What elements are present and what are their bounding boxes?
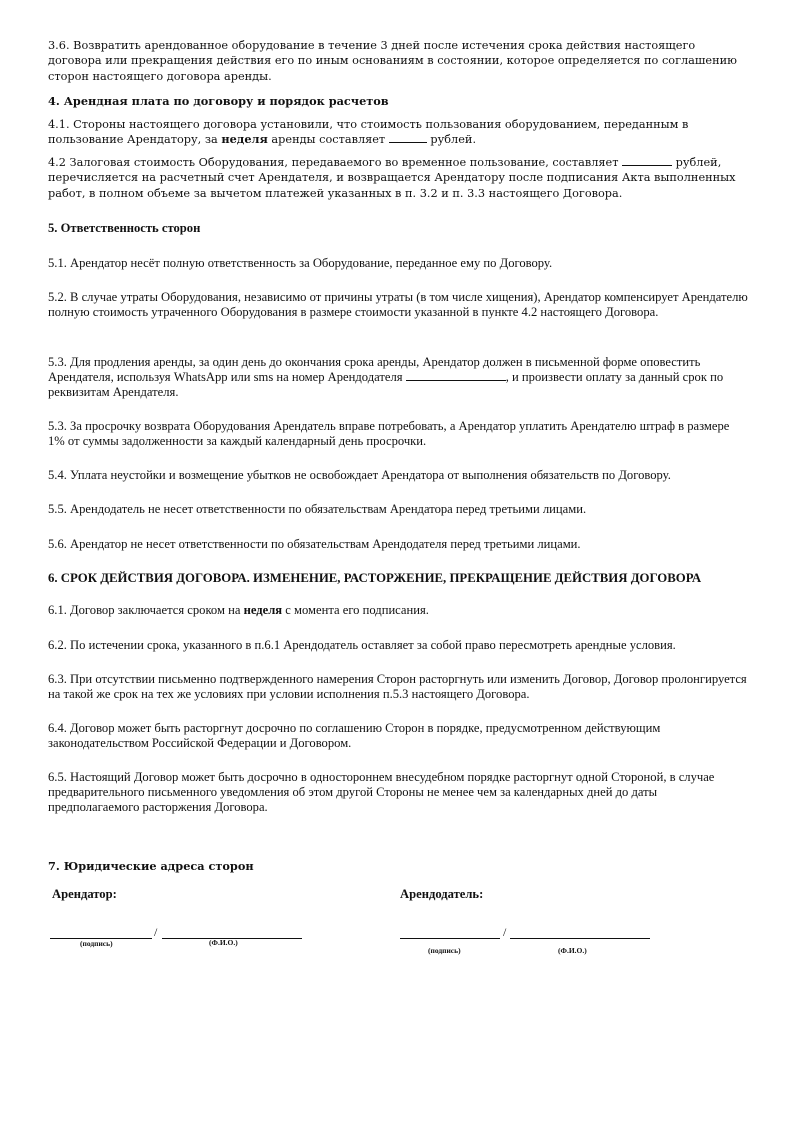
clause-4-1-period: неделя (221, 132, 268, 147)
landlord-name-caption: (Ф.И.О.) (558, 946, 587, 955)
clause-5-4: 5.4. Уплата неустойки и возмещение убытков не освобождает Арендатора от выполнения обязательств по Договору. (48, 468, 671, 482)
tenant-slash: / (154, 925, 158, 939)
clause-5-3-penalty: 5.3. За просрочку возврата Оборудования Арендатель вправе потребовать, а Арендатор уплатить Арендателю штраф в размере 1% от суммы задолженности за каждый календарный день просрочки. (48, 419, 730, 449)
deposit-amount-blank (622, 155, 672, 166)
clause-6-1-text-b: с момента его подписания. (282, 603, 429, 617)
clause-6-3: 6.3. При отсутствии письменно подтвержденного намерения Сторон расторгнуть или изменить Договор, Договор пролонгируется на такой же срок на тех же условиях при условии исполнения п.5.3 настоящего Договора. (48, 672, 747, 702)
section-4-title: 4. Арендная плата по договору и порядок расчетов (48, 94, 389, 108)
clause-5-3-text-a: 5.3. Для продления аренды, за один день до окончания срока аренды, Арендатор должен в письменной форме оповестить Арендателя, используя WhatsApp или sms на номер Арендодателя (48, 355, 701, 385)
clause-6-2: 6.2. По истечении срока, указанного в п.6.1 Арендодатель оставляет за собой право пересмотреть арендные условия. (48, 638, 676, 652)
phone-number-blank (406, 370, 506, 381)
landlord-name-line (510, 938, 650, 939)
clause-5-2: 5.2. В случае утраты Оборудования, независимо от причины утраты (в том числе хищения), Арендатор компенсирует Арендателю полную стоимость утраченного Оборудования в размере стоимости указанной в пункте 4.2 настоящего Договора. (48, 290, 748, 320)
clause-4-1 (48, 117, 748, 148)
clause-5-3-text-b: , и произвести оплату за данный срок по реквизитам Арендателя. (48, 370, 724, 400)
landlord-label: Арендодатель: (400, 887, 484, 901)
tenant-label: Арендатор: (52, 887, 117, 901)
clause-4-2-text-a: 4.2 Залоговая стоимость Оборудования, передаваемого во временное пользование, составляет (48, 156, 623, 169)
clause-6-1-text-a: 6.1. Договор заключается сроком на (48, 603, 244, 617)
clause-6-1-period: неделя (243, 603, 283, 617)
clause-4-2 (48, 155, 748, 201)
clause-4-1-text-b: аренды составляет (267, 133, 389, 147)
tenant-name-caption: (Ф.И.О.) (209, 938, 238, 947)
landlord-signature-line (400, 938, 500, 939)
rent-amount-blank (389, 132, 427, 143)
section-7-title: 7. Юридические адреса сторон (48, 859, 254, 873)
clause-4-1-text-c: рублей. (426, 133, 477, 147)
tenant-signature-caption: (подпись) (80, 939, 113, 948)
section-5-title: 5. Ответственность сторон (48, 221, 201, 235)
landlord-slash: / (503, 925, 507, 939)
clause-5-5: 5.5. Арендодатель не несет ответственности по обязательствам Арендатора перед третьими лицами. (48, 502, 587, 516)
clause-6-4: 6.4. Договор может быть расторгнут досрочно по соглашению Сторон в порядке, предусмотренном действующим законодательством Российской Федерации и Договором. (48, 721, 661, 751)
clause-5-1: 5.1. Арендатор несёт полную ответственность за Оборудование, переданное ему по Договору. (48, 256, 553, 270)
clause-6-5: 6.5. Настоящий Договор может быть досрочно в одностороннем внесудебном порядке расторгнут одной Стороной, в случае предварительного письменного уведомления об этом другой Стороны не менее чем за календарных дней до даты предполагаемого расторжения Договора. (48, 770, 715, 815)
clause-4-2-text-b: рублей, перечисляется на расчетный счет Арендателя, и возвращается Арендатору после подписания Акта выполненных работ, в полном объеме за вычетом платежей указанных в п. 3.2 и п. 3.3 настоящего Договора. (48, 156, 736, 200)
clause-5-6: 5.6. Арендатор не несет ответственности по обязательствам Арендодателя перед третьими лицами. (48, 537, 581, 551)
clause-4-1-text-a: 4.1. Стороны настоящего договора установили, что стоимость пользования оборудованием, переданным в пользование Арендатору, за (48, 118, 689, 147)
section-6-title: 6. СРОК ДЕЙСТВИЯ ДОГОВОРА. ИЗМЕНЕНИЕ, РАСТОРЖЕНИЕ, ПРЕКРАЩЕНИЕ ДЕЙСТВИЯ ДОГОВОРА (48, 571, 702, 585)
landlord-signature-caption: (подпись) (428, 946, 461, 955)
clause-5-3-extension (48, 355, 748, 401)
clause-6-1 (48, 603, 748, 618)
clause-3-6: 3.6. Возвратить арендованное оборудование в течение 3 дней после истечения срока действия настоящего договора или прекращения действия его по иным основаниям в состоянии, которое определяется по соглашению сторон настоящего договора аренды. (48, 39, 737, 83)
